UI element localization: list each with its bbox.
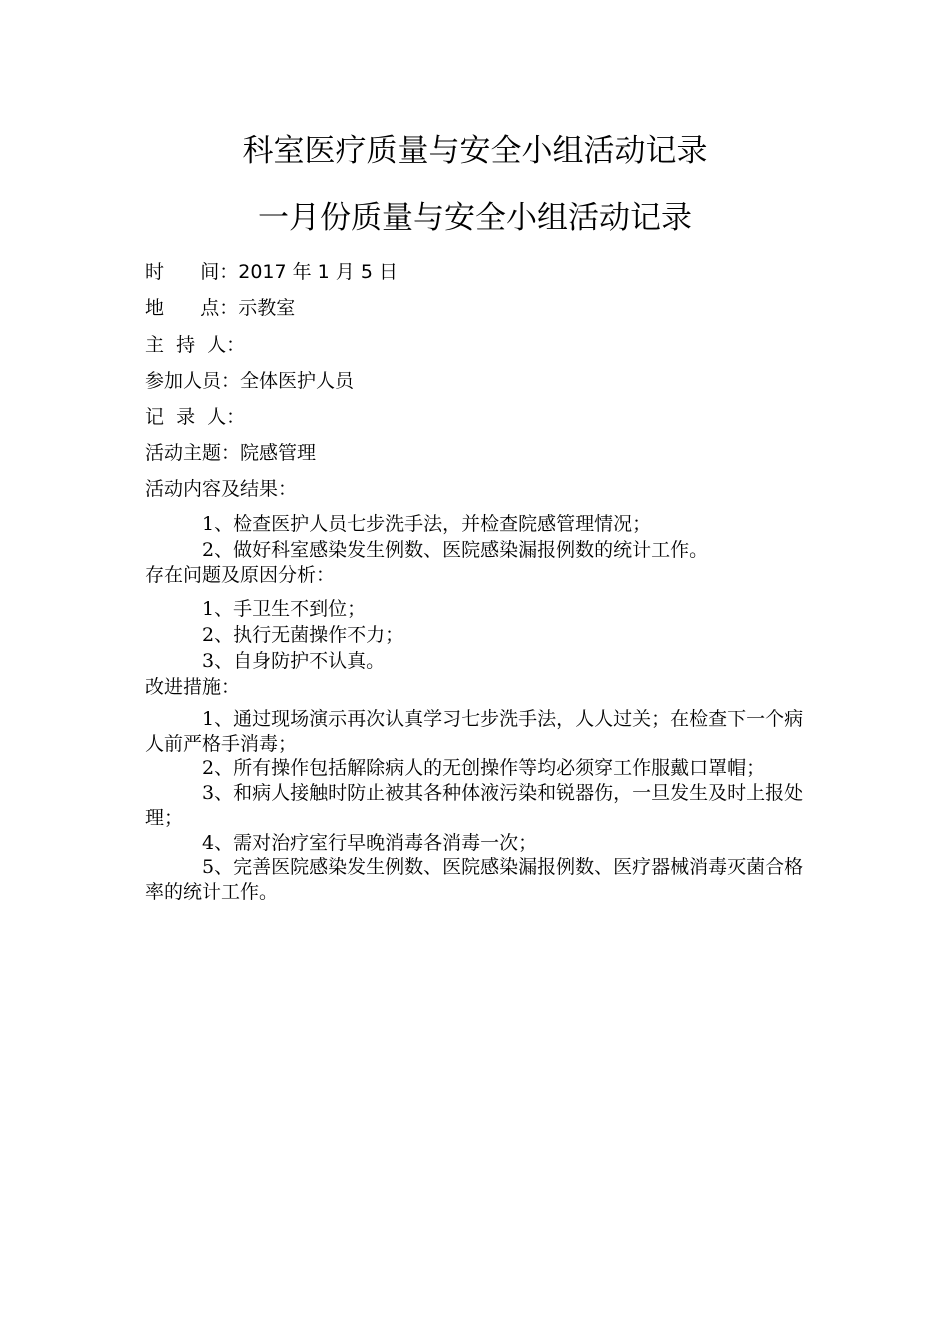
content-list	[145, 511, 810, 563]
list-item: 2、所有操作包括解除病人的无创操作等均必须穿工作服戴口罩帽；	[202, 757, 766, 780]
list-item: 4、需对治疗室行早晚消毒各消毒一次；	[202, 831, 538, 854]
list-item: 1、检查医护人员七步洗手法，并检查院感管理情况；	[202, 513, 652, 535]
list-item: 3、自身防护不认真。	[202, 650, 386, 672]
section-heading-problems: 存在问题及原因分析：	[145, 564, 336, 586]
field-recorder: 记 录 人：	[145, 406, 246, 428]
field-topic: 活动主题：院感管理	[145, 442, 317, 464]
list-item: 2、做好科室感染发生例数、医院感染漏报例数的统计工作。	[202, 539, 709, 561]
list-item: 2、执行无菌操作不力；	[202, 624, 405, 646]
document-subtitle: 一月份质量与安全小组活动记录	[258, 200, 692, 236]
list-item: 1、通过现场演示再次认真学习七步洗手法，人人过关；在检查下一个病人前严格手消毒；	[145, 708, 804, 755]
field-time: 时 间：2017 年 1 月 5 日	[145, 261, 398, 283]
list-item: 5、完善医院感染发生例数、医院感染漏报例数、医疗器械消毒灭菌合格率的统计工作。	[145, 856, 804, 903]
problems-list	[145, 596, 810, 674]
list-item: 3、和病人接触时防止被其各种体液污染和锐器伤，一旦发生及时上报处理；	[145, 782, 804, 829]
field-place: 地 点：示教室	[145, 297, 296, 319]
document-title: 科室医疗质量与安全小组活动记录	[242, 133, 708, 169]
improvements-list	[145, 707, 810, 905]
field-host: 主 持 人：	[145, 334, 246, 356]
field-attendees: 参加人员：全体医护人员	[145, 370, 355, 392]
section-heading-improvements: 改进措施：	[145, 676, 241, 698]
section-heading-content: 活动内容及结果：	[145, 478, 298, 500]
list-item: 1、手卫生不到位；	[202, 598, 367, 620]
